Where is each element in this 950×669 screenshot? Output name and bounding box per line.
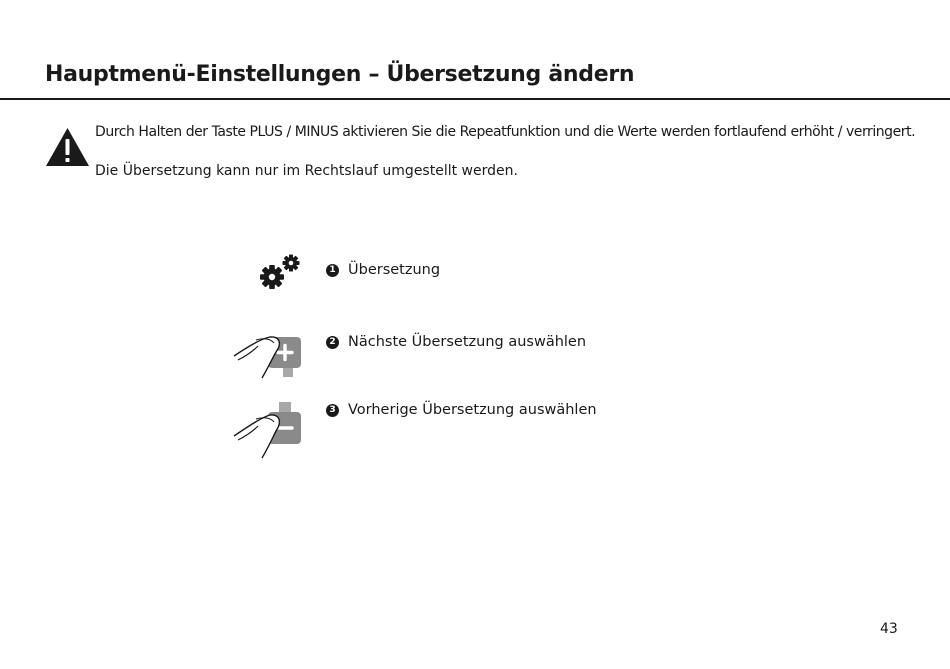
- repeat-function-note: Durch Halten der Taste PLUS / MINUS aktivieren Sie die Repeatfunktion und die Werte werden fortlaufend erhöht / verringert.: [95, 124, 916, 140]
- step-number-1: 1: [326, 264, 339, 277]
- list-item-uebersetzung: [326, 262, 440, 278]
- gears-icon: [258, 253, 303, 291]
- warning-triangle-icon: [45, 127, 90, 167]
- item-label: Nächste Übersetzung auswählen: [348, 334, 587, 350]
- page-number: 43: [880, 621, 898, 637]
- step-number-3: 3: [326, 404, 339, 417]
- item-label: Vorherige Übersetzung auswählen: [348, 402, 597, 418]
- finger-plus-button-icon: [232, 334, 304, 380]
- finger-minus-button-icon: [232, 402, 304, 460]
- step-number-2: 2: [326, 336, 339, 349]
- item-label: Übersetzung: [348, 262, 441, 278]
- page-title: Hauptmenü-Einstellungen – Übersetzung ändern: [45, 62, 635, 87]
- clockwise-note: Die Übersetzung kann nur im Rechtslauf umgestellt werden.: [95, 163, 518, 179]
- list-item-previous: [326, 402, 597, 418]
- list-item-next: [326, 334, 586, 350]
- title-divider: [0, 98, 950, 100]
